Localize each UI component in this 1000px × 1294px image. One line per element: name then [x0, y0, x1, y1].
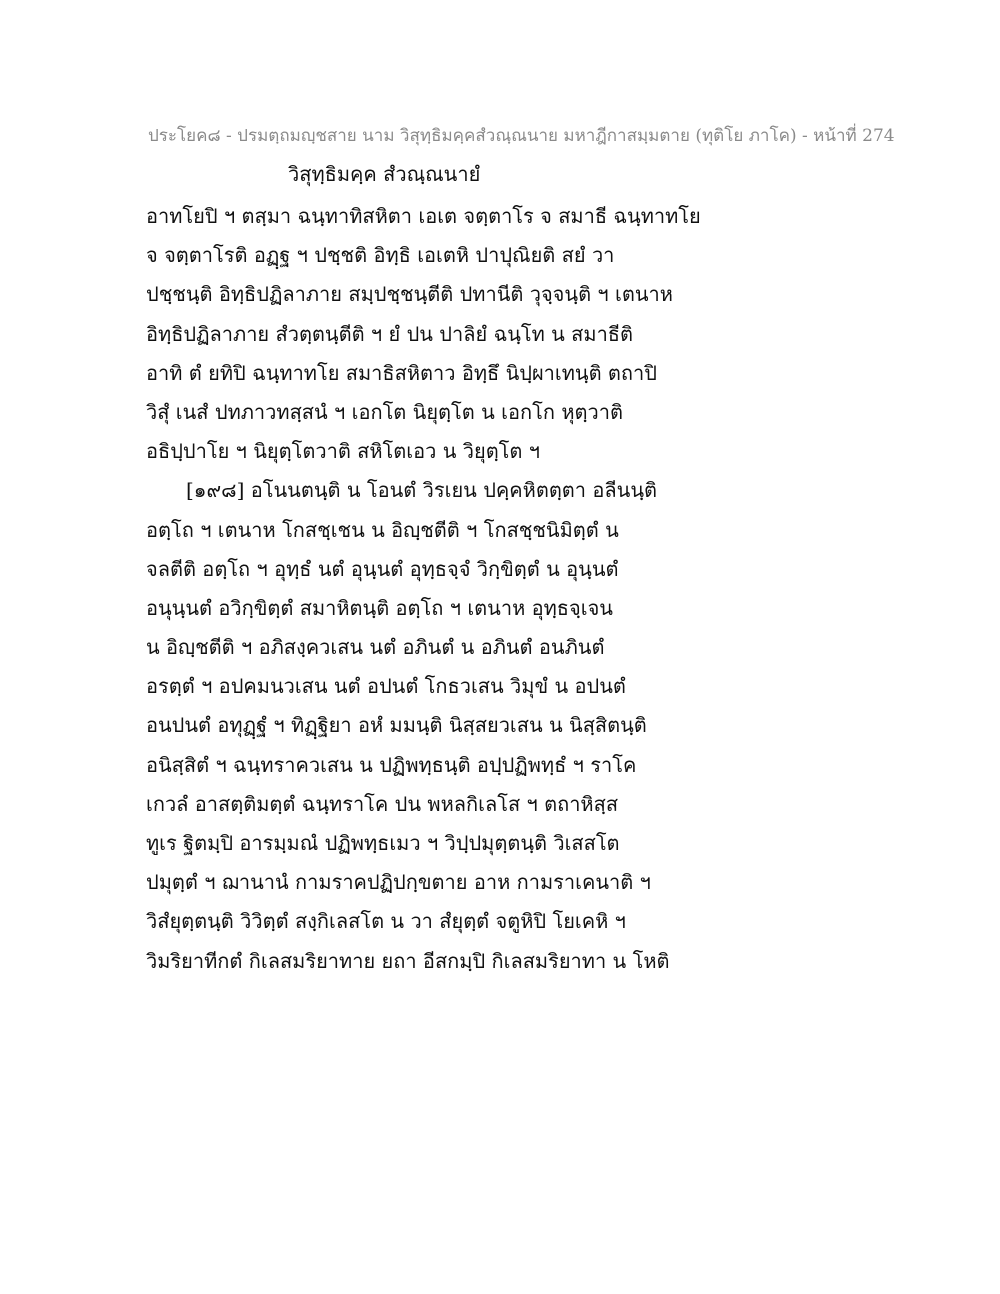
text-line: ปชฺชนฺติ อิทฺธิปฏิลาภาย สมฺปชฺชนฺตีติ ปทานีติ วุจฺจนฺติ ฯ เตนาห	[146, 282, 673, 307]
text-line: จ จตฺตาโรติ อฏฺฐ ฯ ปชฺชติ อิทฺธิ เอเตหิ ปาปุณิยติ สยํ วา	[146, 243, 615, 268]
page-subtitle: วิสุทฺธิมคฺค สํวณฺณนายํ	[288, 162, 481, 186]
text-line: เกวลํ อาสตฺติมตฺตํ ฉนฺทราโค ปน พหลกิเลโส ฯ ตถาหิสฺส	[146, 791, 619, 816]
text-line: อนิสฺสิตํ ฯ ฉนฺทราควเสน น ปฏิพทฺธนฺติ อปฺปฏิพทฺธํ ฯ ราโค	[146, 752, 637, 777]
text-line: อิทฺธิปฏิลาภาย สํวตฺตนฺตีติ ฯ ยํ ปน ปาลิยํ ฉนฺโท น สมาธีติ	[146, 321, 633, 346]
text-line: ปมุตฺตํ ฯ ฌานานํ กามราคปฏิปกฺขตาย อาห กามราเคนาติ ฯ	[146, 870, 651, 895]
text-line: ทูเร ฐิตมฺปิ อารมฺมณํ ปฏิพทฺธเมว ฯ วิปฺปมุตฺตนฺติ วิเสสโต	[146, 831, 620, 855]
text-line: อาทโยปิ ฯ ตสฺมา ฉนฺทาทิสหิตา เอเต จตฺตาโร จ สมาธี ฉนฺทาทโย	[146, 204, 701, 228]
page-header: ประโยค๘ - ปรมตฺถมญฺชสาย นาม วิสุทฺธิมคฺคสํวณฺณนาย มหาฎีกาสมฺมตาย (ทุติโย ภาโค) - หน้าที่ 274	[148, 126, 895, 146]
text-line: อนุนฺนตํ อวิกฺขิตฺตํ สมาหิตนฺติ อตฺโถ ฯ เตนาห อุทฺธจฺเจน	[146, 595, 613, 620]
text-line: อนปนตํ อทุฏฺฐํ ฯ ทิฏฺฐิยา อหํ มมนฺติ นิสฺสยวเสน น นิสฺสิตนฺติ	[146, 713, 647, 738]
text-line: วิสุํ เนสํ ปทภาวทสฺสนํ ฯ เอกโต นิยุตฺโต น เอกโก หุตฺวาติ	[146, 399, 623, 424]
text-line: วิมริยาทีกตํ กิเลสมริยาทาย ยถา อีสกมฺปิ กิเลสมริยาทา น โหติ	[146, 948, 670, 973]
text-line: วิสํยุตฺตนฺติ วิวิตฺตํ สงฺกิเลสโต น วา สํยุตฺตํ จตูหิปิ โยเคหิ ฯ	[146, 909, 626, 934]
paragraph-start-line: [๑๙๘] อโนนตนฺติ น โอนตํ วิรเยน ปคฺคหิตตฺตา อลีนนฺติ	[186, 478, 657, 503]
text-line: อธิปฺปาโย ฯ นิยุตฺโตวาติ สหิโตเอว น วิยุตฺโต ฯ	[146, 439, 541, 464]
body-text	[146, 197, 866, 981]
text-line: อรตฺตํ ฯ อปคมนวเสน นตํ อปนตํ โกธวเสน วิมุขํ น อปนตํ	[146, 674, 626, 699]
text-line: อตฺโถ ฯ เตนาห โกสชฺเชน น อิญฺชตีติ ฯ โกสชฺชนิมิตฺตํ น	[146, 517, 619, 542]
text-line: อาทิ ตํ ยทิปิ ฉนฺทาทโย สมาธิสหิตาว อิทฺธึ นิปฺผาเทนฺติ ตถาปิ	[146, 360, 657, 385]
text-line: น อิญฺชตีติ ฯ อภิสงฺควเสน นตํ อภินตํ น อภินตํ อนภินตํ	[146, 635, 605, 660]
text-line: จลตีติ อตฺโถ ฯ อุทฺธํ นตํ อุนฺนตํ อุทฺธจฺจํ วิกฺขิตฺตํ น อุนฺนตํ	[146, 556, 619, 581]
